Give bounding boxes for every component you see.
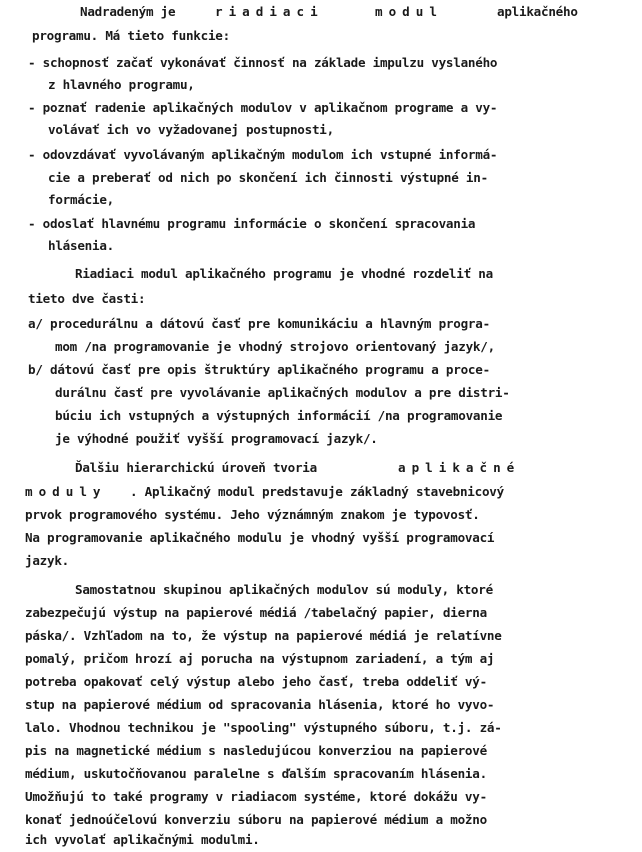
list-item: - poznať radenie aplikačných modulov v aplikačnom programe a vy- (28, 100, 498, 115)
text-line: durálnu časť pre vyvolávanie aplikačných modulov a pre distri- (55, 385, 510, 400)
text-line: . Aplikačný modul predstavuje základný stavebnicový (130, 484, 504, 499)
list-item: b/ dátovú časť pre opis štruktúry aplikačného programu a proce- (28, 362, 490, 377)
text-line-spaced: riadiaci (215, 4, 324, 19)
text-line: médium, uskutočňovanou paralelne s ďalším spracovaním hlásenia. (25, 766, 487, 781)
text-line: konať jednoúčelovú konverziu súboru na papierové médium a možno (25, 812, 487, 827)
text-line: hlásenia. (48, 238, 114, 253)
text-line: z hlavného programu, (48, 77, 195, 92)
text-line: búciu ich vstupných a výstupných informácií /na programovanie (55, 408, 503, 423)
list-item: - schopnosť začať vykonávať činnosť na základe impulzu vyslaného (28, 55, 498, 70)
text-line: cie a preberať od nich po skončení ich činnosti výstupné in- (48, 170, 488, 185)
text-line: je výhodné použiť vyšší programovací jazyk/. (55, 431, 378, 446)
text-line: potreba opakovať celý výstup alebo jeho časť, treba oddeliť vý- (25, 674, 487, 689)
text-line: Na programovanie aplikačného modulu je vhodný vyšší programovací (25, 530, 495, 545)
text-line: lalo. Vhodnou technikou je "spooling" výstupného súboru, t.j. zá- (25, 720, 502, 735)
text-line: prvok programového systému. Jeho význámným znakom je typovosť. (25, 507, 480, 522)
text-line: Nadradeným je (80, 4, 176, 19)
text-line: aplikačného (497, 4, 578, 19)
text-line: volávať ich vo vyžadovanej postupnosti, (48, 122, 334, 137)
text-line: stup na papierové médium od spracovania hlásenia, ktoré ho vyvo- (25, 697, 495, 712)
list-item: - odoslať hlavnému programu informácie o skončení spracovania (28, 216, 476, 231)
text-line-spaced: aplikačné (398, 460, 521, 475)
text-line: Riadiaci modul aplikačného programu je vhodné rozdeliť na (75, 266, 493, 281)
text-line: tieto dve časti: (28, 291, 146, 306)
text-line: Umožňujú to také programy v riadiacom systéme, ktoré dokážu vy- (25, 789, 487, 804)
text-line: Ďalšiu hierarchickú úroveň tvoria (75, 460, 317, 475)
text-line-spaced: moduly (25, 484, 107, 499)
text-line: mom /na programovanie je vhodný strojovo orientovaný jazyk/, (55, 339, 495, 354)
text-line: pomalý, pričom hrozí aj porucha na výstupnom zariadení, a tým aj (25, 651, 495, 666)
list-item: - odovzdávať vyvolávaným aplikačným modulom ich vstupné informá- (28, 147, 498, 162)
text-line: jazyk. (25, 553, 69, 568)
text-line: formácie, (48, 192, 114, 207)
text-line: pis na magnetické médium s nasledujúcou konverziou na papierové (25, 743, 487, 758)
text-line-spaced: modul (375, 4, 443, 19)
text-line: programu. Má tieto funkcie: (32, 28, 230, 43)
list-item: a/ procedurálnu a dátovú časť pre komunikáciu a hlavným progra- (28, 316, 490, 331)
text-line: páska/. Vzhľadom na to, že výstup na papierové médiá je relatívne (25, 628, 502, 643)
text-line: zabezpečujú výstup na papierové médiá /tabelačný papier, dierna (25, 605, 487, 620)
text-line: Samostatnou skupinou aplikačných modulov sú moduly, ktoré (75, 582, 493, 597)
text-line: ich vyvolať aplikačnými modulmi. (25, 832, 260, 847)
